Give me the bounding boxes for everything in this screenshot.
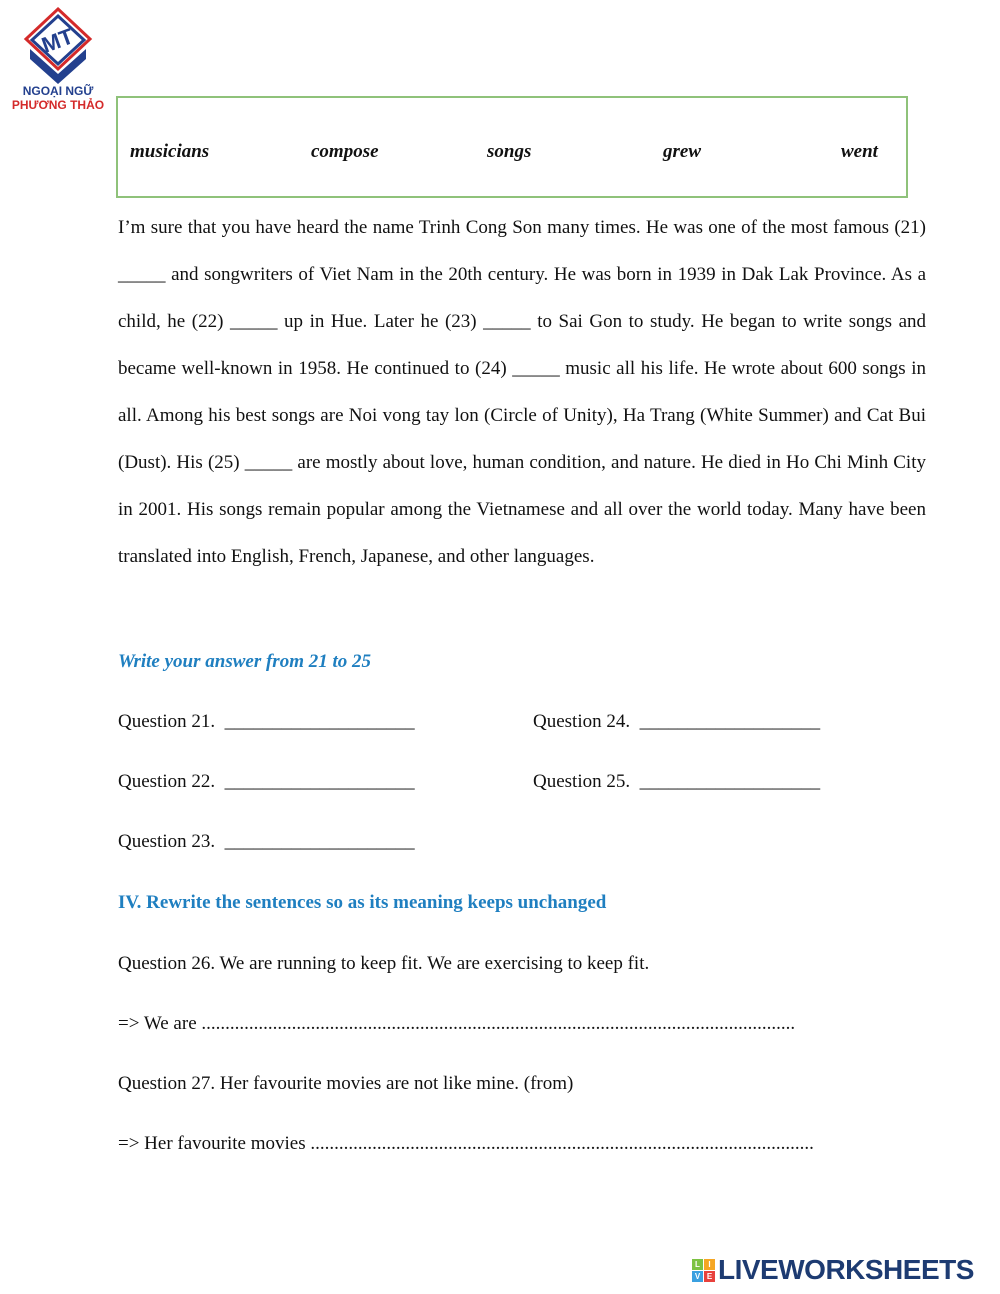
tile-l: L xyxy=(692,1259,703,1270)
answer-line-23[interactable]: Question 23. ____________________ xyxy=(118,831,415,852)
logo-line-2: PHƯƠNG THẢO xyxy=(11,98,105,112)
answer-line-22[interactable]: Question 22. ____________________ xyxy=(118,771,415,792)
word-bank-item: compose xyxy=(311,141,379,162)
tile-i: I xyxy=(704,1259,715,1270)
logo-line-1: NGOẠI NGỮ xyxy=(22,84,94,98)
question-26: Question 26. We are running to keep fit. We are exercising to keep fit. xyxy=(118,953,650,974)
word-bank-box xyxy=(116,96,908,198)
logo-mark-icon xyxy=(8,4,108,84)
answer-line-25[interactable]: Question 25. ___________________ xyxy=(533,771,821,792)
answer-line-27[interactable]: => Her favourite movies .......................................................................................................... xyxy=(118,1133,814,1154)
svg-text:MT: MT xyxy=(38,23,77,58)
word-bank-item: musicians xyxy=(130,141,210,162)
word-bank-item: went xyxy=(841,141,878,162)
reading-passage: I’m sure that you have heard the name Trinh Cong Son many times. He was one of the most famous (21) _____ and songwriters of Viet Nam in the 20th century. He was born in 1939 in Dak Lak Province. As a child, he (22) _____ up in Hue. Later he (23) _____ to Sai Gon to study. He began to write songs and became well-known in 1958. He continued to (24) _____ music all his life. He wrote about 600 songs in all. Among his best songs are Noi vong tay lon (Circle of Unity), Ha Trang (White Summer) and Cat Bui (Dust). His (25) _____ are mostly about love, human condition, and nature. He died in Ho Chi Minh City in 2001. His songs remain popular among the Vietnamese and all over the world today. Many have been translated into English, French, Japanese, and other languages. xyxy=(118,217,926,567)
answer-heading: Write your answer from 21 to 25 xyxy=(118,651,372,672)
liveworksheets-logo xyxy=(692,1254,974,1286)
publisher-logo xyxy=(8,4,108,112)
word-bank-item: songs xyxy=(487,141,532,162)
question-27: Question 27. Her favourite movies are not like mine. (from) xyxy=(118,1073,574,1094)
section-4-heading: IV. Rewrite the sentences so as its meaning keeps unchanged xyxy=(118,892,607,913)
answer-line-26[interactable]: => We are ............................................................................................................................. xyxy=(118,1013,796,1034)
tile-e: E xyxy=(704,1271,715,1282)
answer-line-21[interactable]: Question 21. ____________________ xyxy=(118,711,415,732)
word-bank-item: grew xyxy=(663,141,701,162)
answer-line-24[interactable]: Question 24. ___________________ xyxy=(533,711,821,732)
tile-v: V xyxy=(692,1271,703,1282)
live-tiles-icon xyxy=(692,1259,715,1282)
brand-text: LIVEWORKSHEETS xyxy=(718,1254,974,1285)
